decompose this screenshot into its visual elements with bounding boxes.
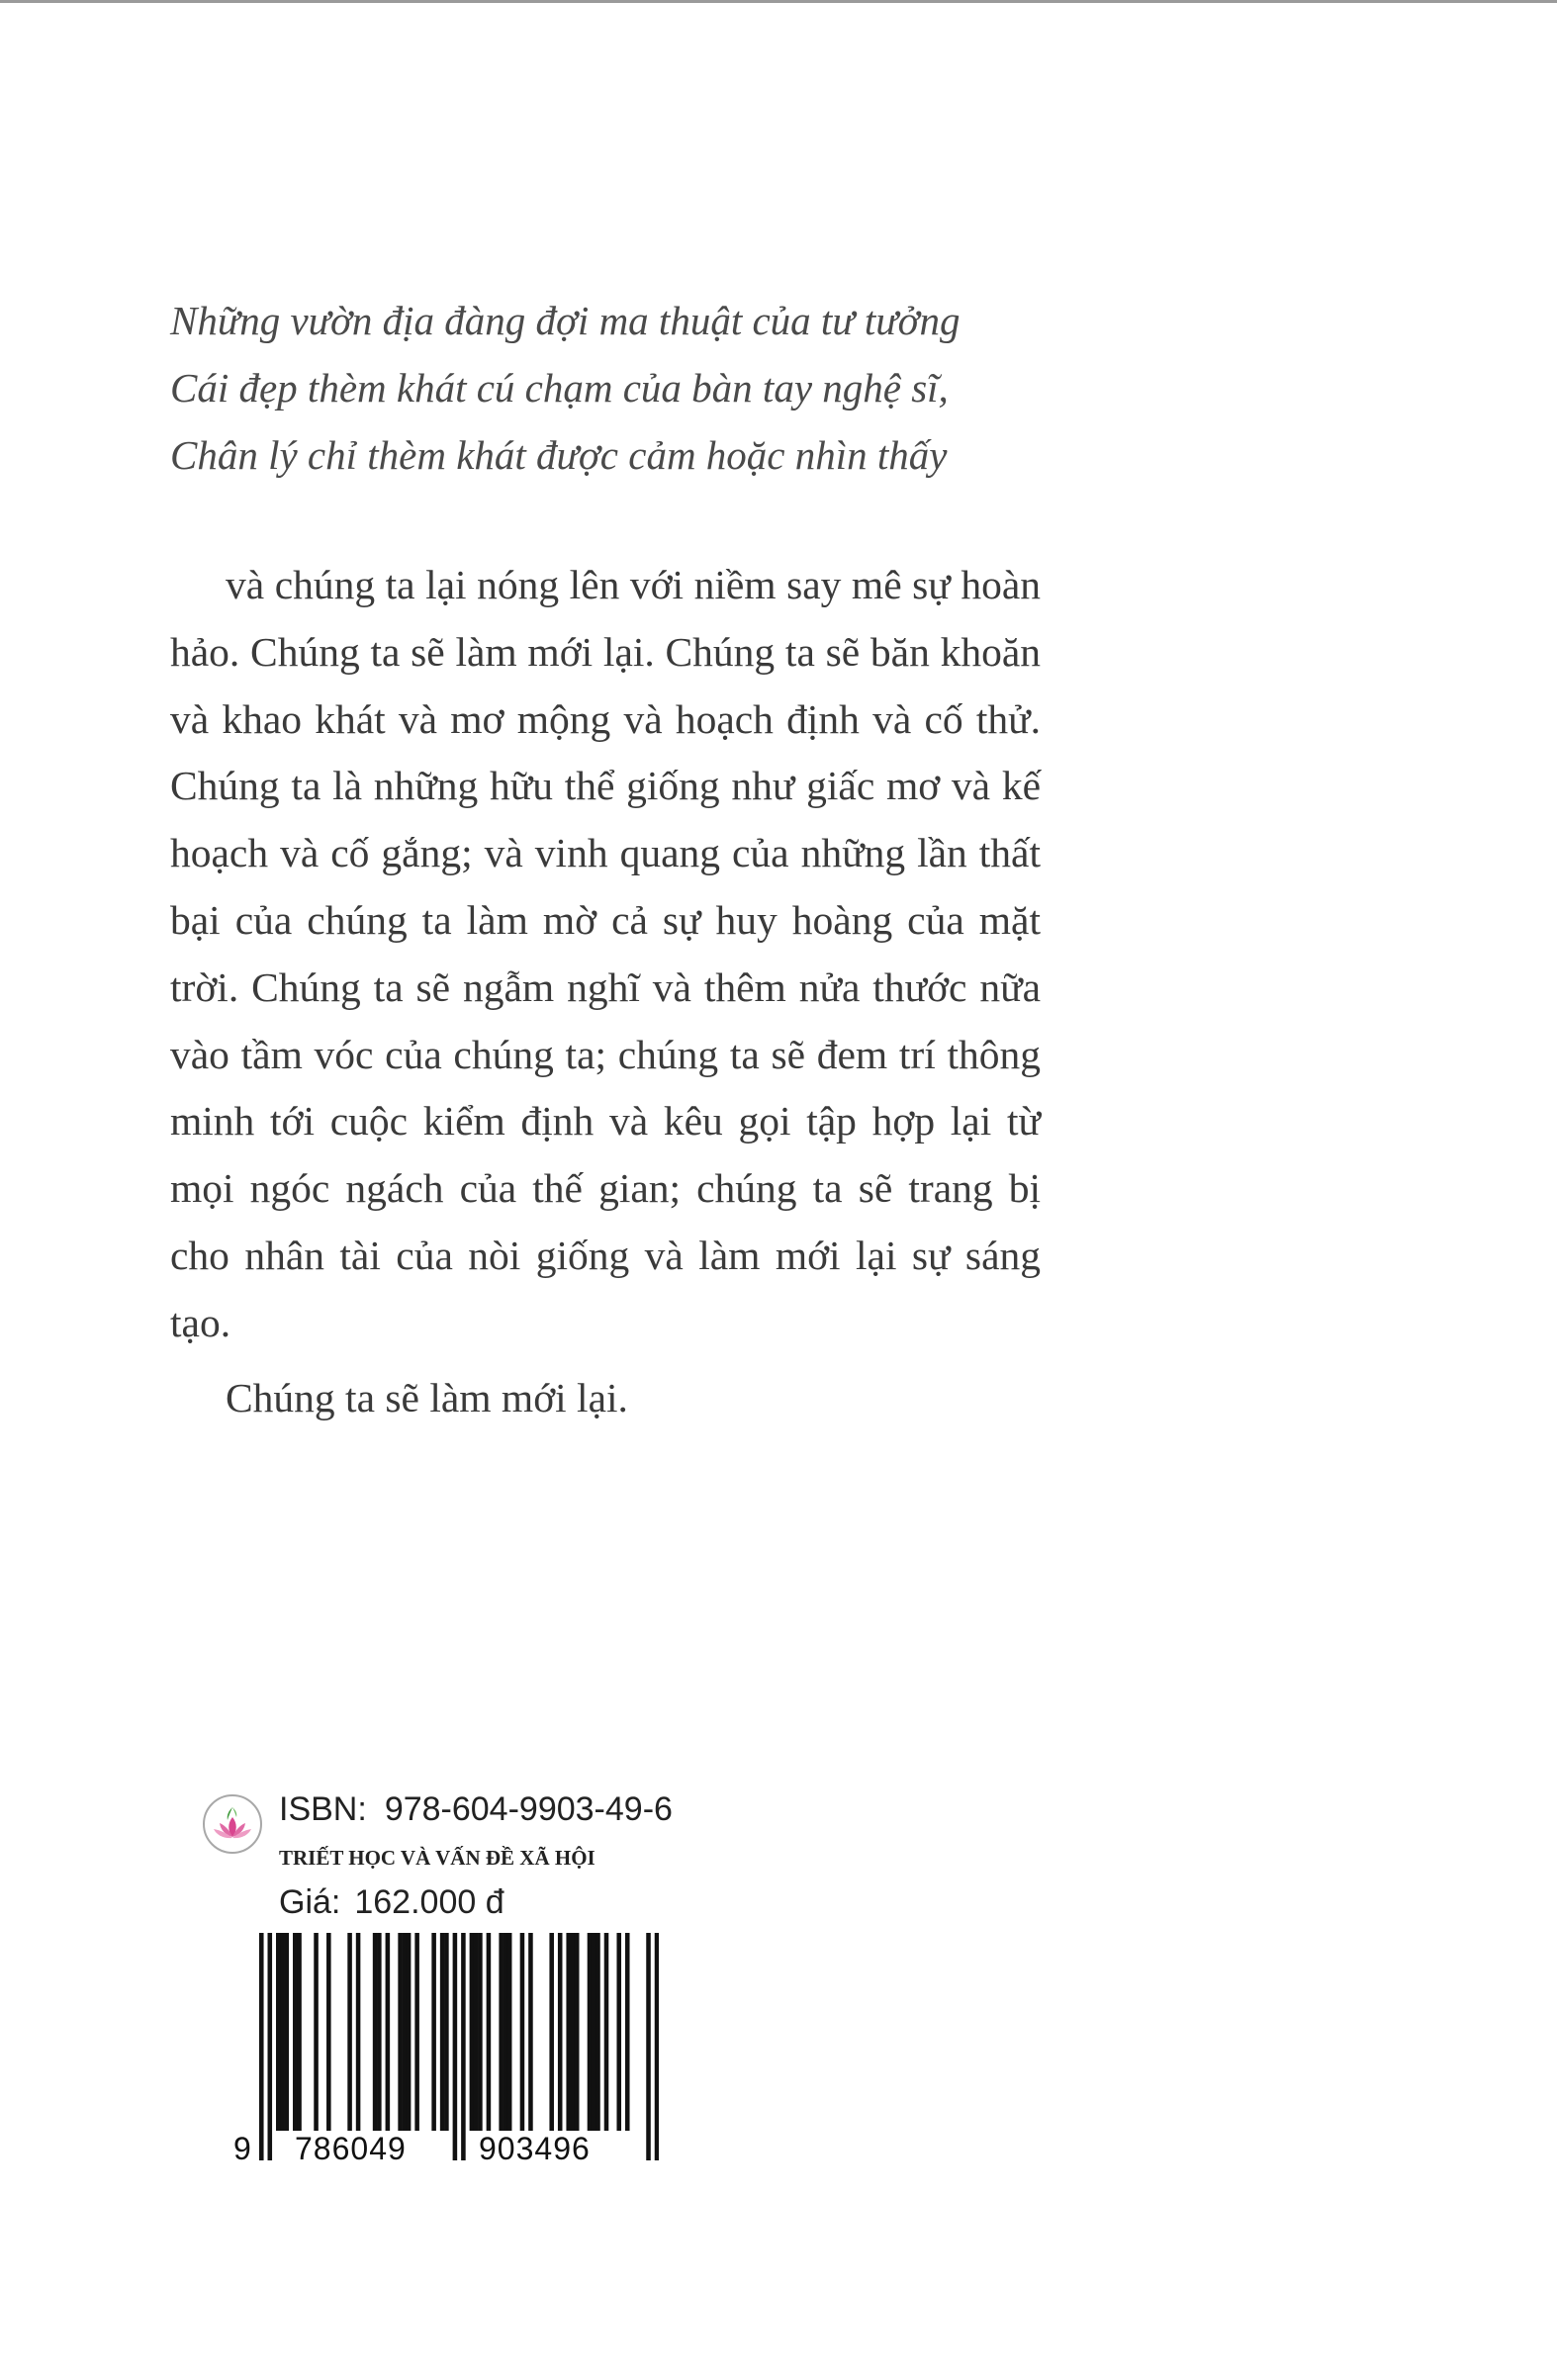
back-cover-text [170, 552, 1041, 1431]
barcode-bar [528, 1933, 533, 2131]
barcode-bar [398, 1933, 403, 2131]
barcode [259, 1933, 659, 2160]
barcode-bar [625, 1933, 630, 2131]
barcode-bar [373, 1933, 378, 2131]
barcode-bar [646, 1933, 651, 2160]
barcode-bar [377, 1933, 382, 2131]
barcode-bar [588, 1933, 593, 2131]
lotus-icon [202, 1793, 263, 1855]
barcode-bar [655, 1933, 659, 2160]
barcode-bar [347, 1933, 352, 2131]
isbn-value: 978-604-9903-49-6 [384, 1790, 673, 1828]
series-title: TRIẾT HỌC VÀ VẤN ĐỀ XÃ HỘI [279, 1846, 595, 1870]
barcode-bar [268, 1933, 273, 2160]
barcode-bar [431, 1933, 436, 2131]
barcode-left-digits: 786049 [295, 2131, 407, 2166]
barcode-bar [326, 1933, 331, 2131]
barcode-right-digits: 903496 [479, 2131, 591, 2166]
barcode-bar [604, 1933, 609, 2131]
barcode-bar [280, 1933, 285, 2131]
price [279, 1883, 504, 1922]
body-paragraph: và chúng ta lại nóng lên với niềm say mê sự hoàn hảo. Chúng ta sẽ làm mới lại. Chúng ta sẽ băn khoăn và khao khát và mơ mộng và hoạch định và cố thử. Chúng ta là những hữu thể giống như giấc mơ và kế hoạch và cố gắng; và vinh quang của những lần thất bại của chúng ta làm mờ cả sự huy hoàng của mặt trời. Chúng ta sẽ ngẫm nghĩ và thêm nửa thước nữa vào tầm vóc của chúng ta; chúng ta sẽ đem trí thông minh tới cuộc kiểm định và kêu gọi tập hợp lại từ mọi ngóc ngách của thế gian; chúng ta sẽ trang bị cho nhân tài của nòi giống và làm mới lại sự sáng tạo. [170, 562, 1041, 1345]
barcode-bar [507, 1933, 512, 2131]
barcode-bar [403, 1933, 408, 2131]
barcode-bar [595, 1933, 600, 2131]
barcode-bar [520, 1933, 525, 2131]
barcode-bar [293, 1933, 298, 2131]
barcode-bar [566, 1933, 571, 2131]
barcode-bar [616, 1933, 621, 2131]
epigraph-line: Cái đẹp thèm khát cú chạm của bàn tay nghệ sĩ, [170, 365, 949, 411]
barcode-bar [314, 1933, 319, 2131]
barcode-bar [356, 1933, 361, 2131]
barcode-bar [259, 1933, 264, 2160]
barcode-bar [571, 1933, 576, 2131]
barcode-bar [592, 1933, 596, 2131]
isbn [279, 1790, 673, 1829]
price-value: 162.000 đ [354, 1883, 504, 1921]
barcode-bar [499, 1933, 504, 2131]
barcode-bar [558, 1933, 563, 2131]
isbn-label: ISBN: [279, 1790, 367, 1828]
barcode-bar [461, 1933, 466, 2160]
closing-paragraph: Chúng ta sẽ làm mới lại. [226, 1374, 628, 1420]
barcode-bar [414, 1933, 419, 2131]
barcode-bar [444, 1933, 449, 2131]
barcode-bar [504, 1933, 508, 2131]
epigraph [170, 287, 1120, 489]
epigraph-line: Chân lý chỉ thèm khát được cảm hoặc nhìn thấy [170, 432, 948, 478]
barcode-first-digit: 9 [233, 2131, 252, 2166]
barcode-bar [478, 1933, 483, 2131]
barcode-bar [474, 1933, 479, 2131]
barcode-bar [285, 1933, 290, 2131]
barcode-bar [297, 1933, 302, 2131]
barcode-bar [386, 1933, 391, 2131]
barcode-bar [407, 1933, 412, 2131]
barcode-bar [440, 1933, 445, 2131]
barcode-bar [470, 1933, 475, 2131]
epigraph-line: Những vườn địa đàng đợi ma thuật của tư tưởng [170, 298, 961, 343]
barcode-bar [453, 1933, 458, 2160]
barcode-bar [549, 1933, 554, 2131]
barcode-bar [276, 1933, 281, 2131]
barcode-bar [487, 1933, 492, 2131]
price-label: Giá: [279, 1883, 341, 1921]
barcode-bar [575, 1933, 580, 2131]
top-border [0, 0, 1557, 3]
